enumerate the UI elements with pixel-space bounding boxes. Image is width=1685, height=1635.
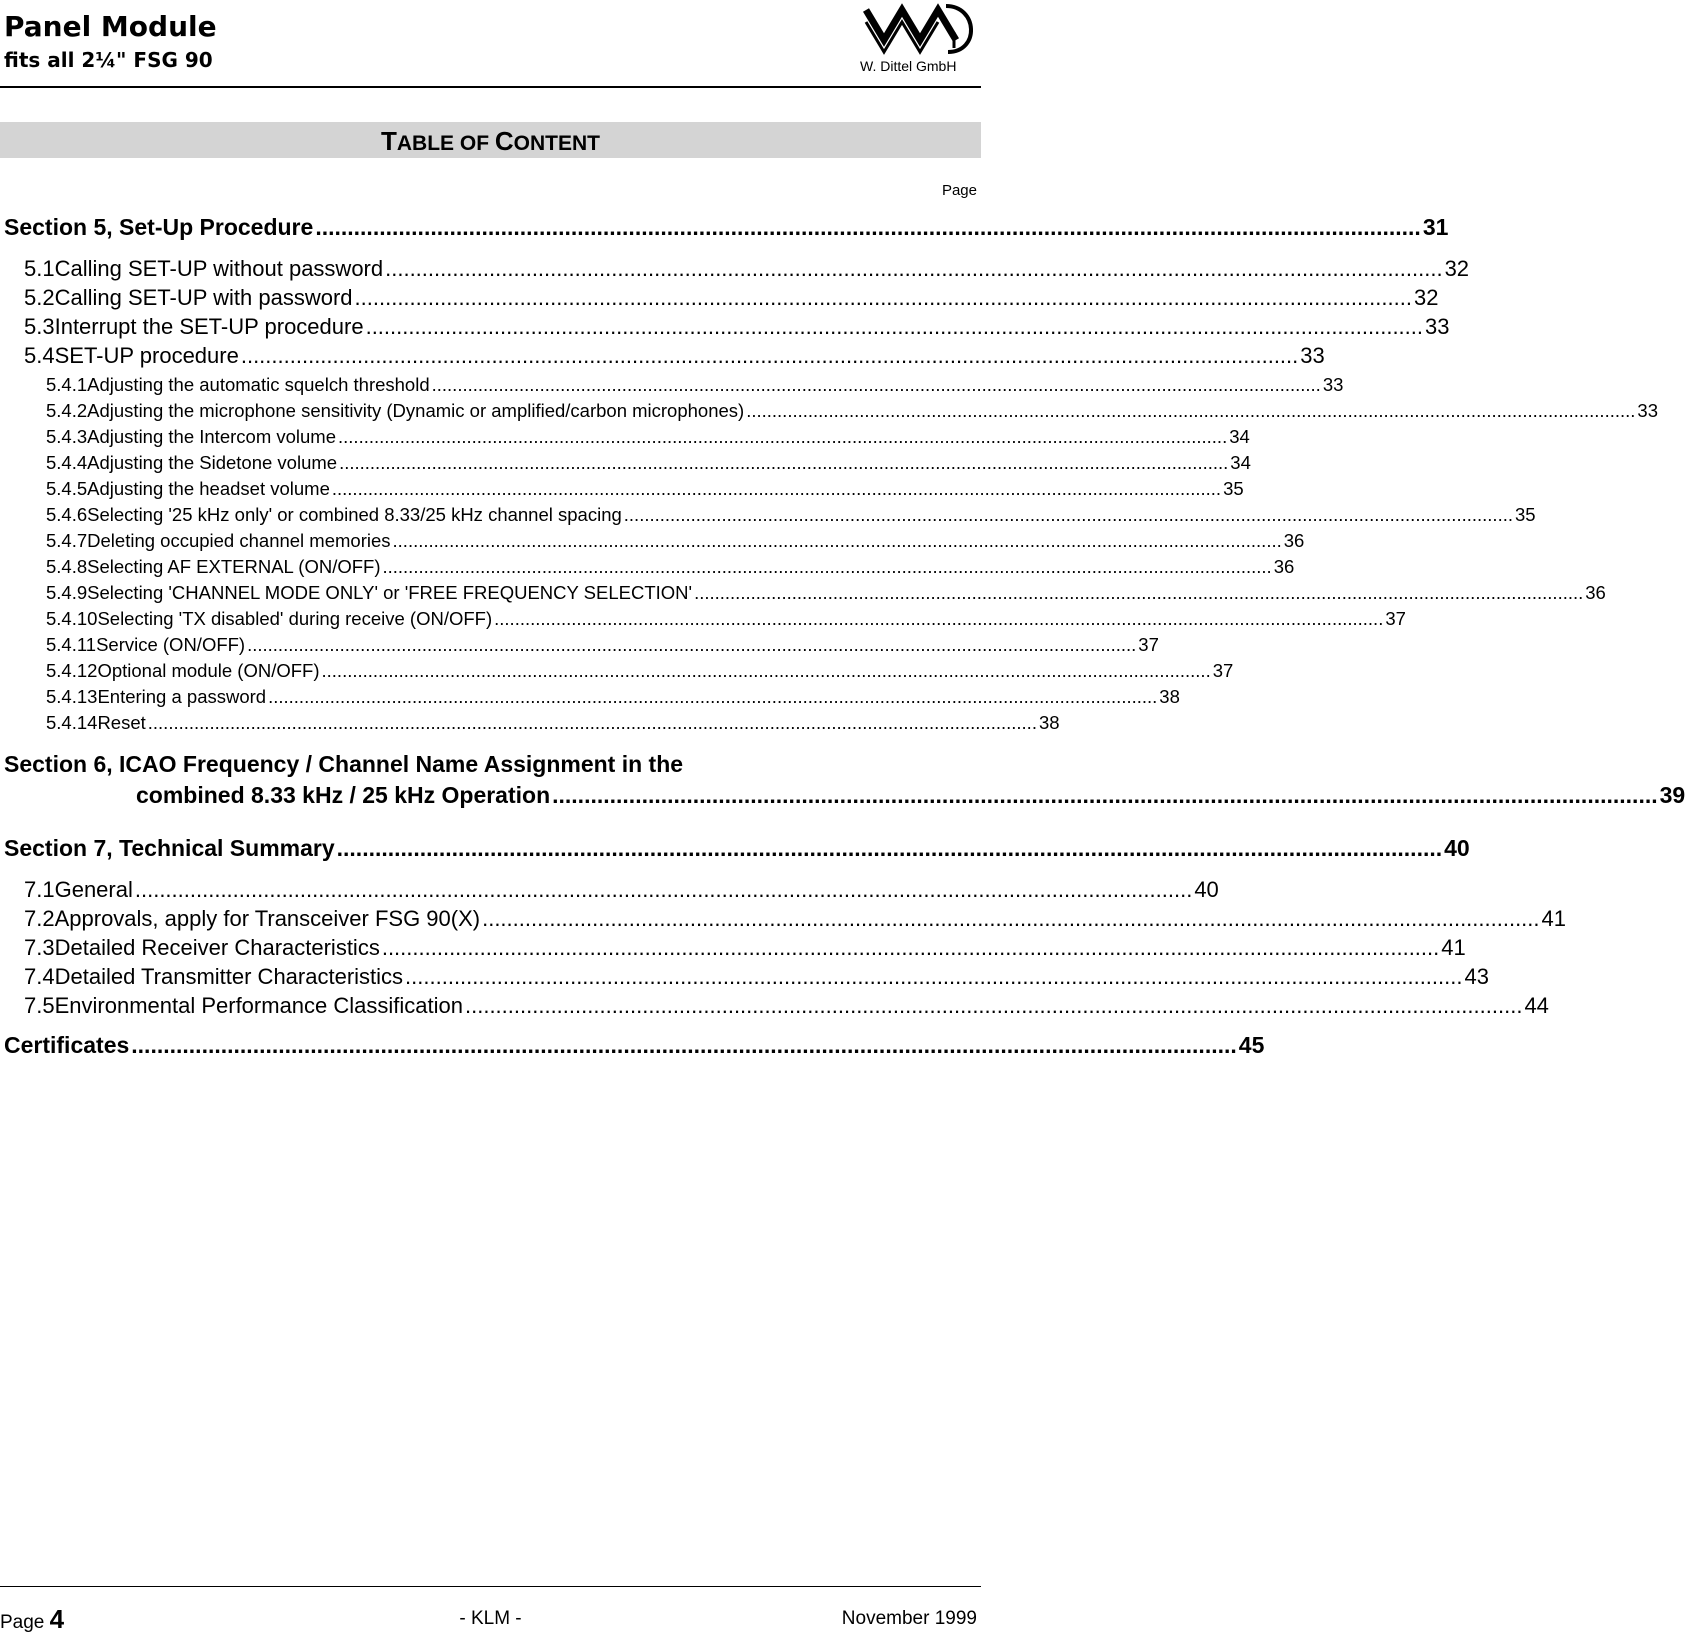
toc-entry-5-1[interactable]: 5.1 Calling SET-UP without password ............................................................................................................................................................................. 32 [24, 256, 1470, 281]
toc-entry-section-7[interactable]: Section 7, Technical Summary ............................................................................................................................................................................. 40 [4, 835, 1470, 861]
toc-entry-5-4-9[interactable]: 5.4.9 Selecting 'CHANNEL MODE ONLY' or 'FREE FREQUENCY SELECTION' ............................................................................................................................................................................. 36 [46, 582, 1606, 603]
document-title: Panel Module [4, 10, 217, 43]
toc-entry-5-4-1[interactable]: 5.4.1 Adjusting the automatic squelch threshold ............................................................................................................................................................................. 33 [46, 374, 1344, 395]
toc-entry-5-4[interactable]: 5.4 SET-UP procedure ............................................................................................................................................................................. 33 [24, 343, 1325, 368]
toc-entry-section-6[interactable]: combined 8.33 kHz / 25 kHz Operation ............................................................................................................................................................................. 39 [136, 782, 1685, 808]
toc-entry-5-4-2[interactable]: 5.4.2 Adjusting the microphone sensitivity (Dynamic or amplified/carbon microphones) ............................................................................................................................................................................. 33 [46, 400, 1658, 421]
toc-entry-5-4-7[interactable]: 5.4.7 Deleting occupied channel memories ............................................................................................................................................................................. 36 [46, 530, 1305, 551]
toc-entry-5-4-10[interactable]: 5.4.10 Selecting 'TX disabled' during receive (ON/OFF) ............................................................................................................................................................................. 37 [46, 608, 1406, 629]
toc-entry-5-4-5[interactable]: 5.4.5 Adjusting the headset volume ............................................................................................................................................................................. 35 [46, 478, 1244, 499]
toc-entry-5-4-8[interactable]: 5.4.8 Selecting AF EXTERNAL (ON/OFF) ............................................................................................................................................................................. 36 [46, 556, 1295, 577]
toc-entry-section-6-line1[interactable]: Section 6, ICAO Frequency / Channel Name Assignment in the [4, 751, 684, 777]
footer-date: November 1999 [841, 1608, 977, 1629]
document-subtitle: fits all 2¼" FSG 90 [4, 48, 213, 72]
company-logo [858, 0, 981, 80]
header-divider [0, 86, 981, 88]
footer-center-label: - KLM - [459, 1608, 522, 1629]
toc-entry-5-4-3[interactable]: 5.4.3 Adjusting the Intercom volume ............................................................................................................................................................................. 34 [46, 426, 1250, 447]
toc-entry-5-4-4[interactable]: 5.4.4 Adjusting the Sidetone volume ............................................................................................................................................................................. 34 [46, 452, 1251, 473]
footer-page-number: Page 4 [0, 1604, 65, 1634]
toc-entry-7-1[interactable]: 7.1 General ............................................................................................................................................................................. 40 [24, 877, 1219, 902]
toc-entry-7-5[interactable]: 7.5 Environmental Performance Classification ............................................................................................................................................................................. 44 [24, 993, 1549, 1018]
toc-entry-5-2[interactable]: 5.2 Calling SET-UP with password ............................................................................................................................................................................. 32 [24, 285, 1439, 310]
toc-entry-5-4-13[interactable]: 5.4.13 Entering a password ............................................................................................................................................................................. 38 [46, 686, 1180, 707]
toc-heading: TABLE OF CONTENT [381, 126, 600, 156]
company-name: W. Dittel GmbH [860, 58, 957, 74]
wd-wave-logo-icon [862, 0, 980, 60]
toc-entry-5-4-12[interactable]: 5.4.12 Optional module (ON/OFF) ............................................................................................................................................................................. 37 [46, 660, 1234, 681]
toc-entry-section-5[interactable]: Section 5, Set-Up Procedure ............................................................................................................................................................................. 31 [4, 214, 1449, 240]
footer-divider [0, 1586, 981, 1587]
toc-entry-5-4-11[interactable]: 5.4.11 Service (ON/OFF) ............................................................................................................................................................................. 37 [46, 634, 1159, 655]
page-column-label: Page [941, 182, 977, 199]
toc-entry-5-3[interactable]: 5.3 Interrupt the SET-UP procedure ............................................................................................................................................................................. 33 [24, 314, 1450, 339]
toc-entry-5-4-6[interactable]: 5.4.6 Selecting '25 kHz only' or combined 8.33/25 kHz channel spacing ............................................................................................................................................................................. 35 [46, 504, 1536, 525]
toc-entry-7-4[interactable]: 7.4 Detailed Transmitter Characteristics ............................................................................................................................................................................. 43 [24, 964, 1489, 989]
toc-entry-7-2[interactable]: 7.2 Approvals, apply for Transceiver FSG 90(X) ............................................................................................................................................................................. 41 [24, 906, 1567, 931]
toc-entry-5-4-14[interactable]: 5.4.14 Reset ............................................................................................................................................................................. 38 [46, 712, 1060, 733]
toc-entry-7-3[interactable]: 7.3 Detailed Receiver Characteristics ............................................................................................................................................................................. 41 [24, 935, 1466, 960]
toc-entry-certificates[interactable]: Certificates ............................................................................................................................................................................. 45 [4, 1032, 1265, 1058]
